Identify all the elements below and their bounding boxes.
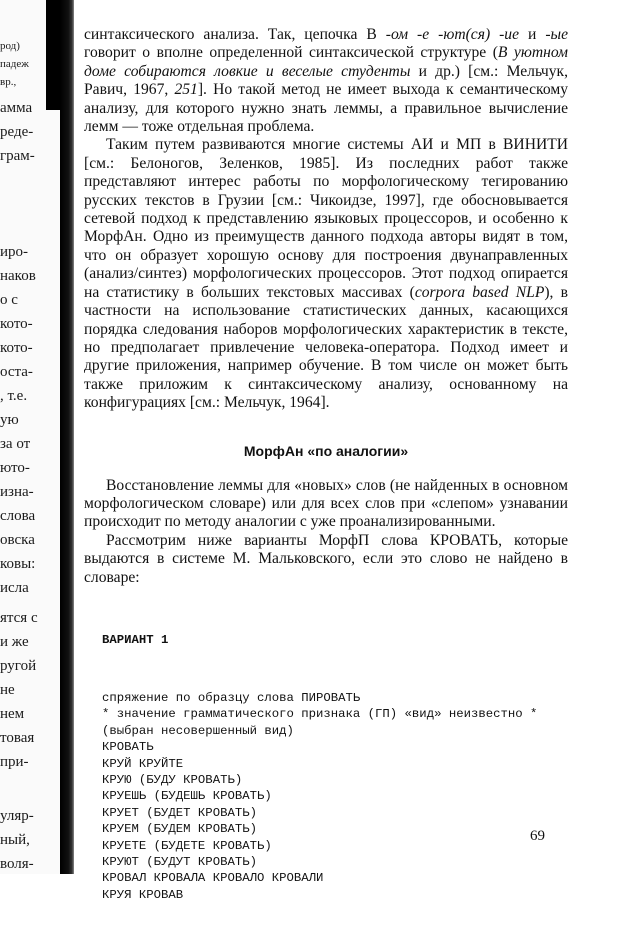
variant-title: ВАРИАНТ 1 [102,632,169,647]
left-page-line: за от [0,436,31,452]
variant-line: КРУЕМ (БУДЕМ КРОВАТЬ) [102,822,257,837]
left-page-line: падеж [0,58,29,70]
left-page-line: при- [0,754,29,770]
left-page-line: род) [0,40,20,52]
p4-text: Рассмотрим ниже варианты МорфП слова КРОВАТЬ, которые выдаются в системе М. Мальковского, если это слово не найдено в словаре: [84,531,568,586]
left-page-line: оста- [0,364,33,380]
variant-line: (выбран несовершенный вид) [102,723,294,738]
variant-line: спряжение по образцу слова ПИРОВАТЬ [102,691,361,705]
p1-italic-example: В уютном доме собираются ловкие и веселые студенты [84,44,569,80]
left-page-line: ую [0,412,19,428]
left-page-line: кото- [0,340,33,356]
left-page-line: не [0,682,15,698]
left-page-line: , т.е. [0,388,28,404]
paragraph-3 [84,477,568,532]
paragraph-1 [84,26,568,136]
left-page-line: реде- [0,124,34,140]
left-page-line: нем [0,706,25,722]
page-body [84,26,568,936]
variant-line: КРУЕТ (БУДЕТ КРОВАТЬ) [102,805,257,820]
p1-text-g: и др.) [см.: Мельчук, Равич, 1967, [84,62,568,99]
left-page-line: ковы: [0,556,36,572]
left-page-line: иро- [0,244,29,260]
p1-text-c: и [519,26,546,43]
left-page-line: амма [0,100,33,116]
left-page-line: ятся с [0,610,38,626]
left-page-line: изна- [0,484,34,500]
left-page-fragment [0,0,62,874]
left-page-line: юто- [0,460,30,476]
p1-italic-page: 251 [174,81,198,99]
variant-line: КРУЙ КРУЙТЕ [102,756,184,771]
left-page-line: кото- [0,316,33,332]
variant-line: КРУЕТЕ (БУДЕТЕ КРОВАТЬ) [102,838,272,853]
book-spine-shadow [60,0,74,874]
p1-italic-suffixes: -ом -е -ют(ся) -ие [385,26,520,43]
left-page-line: грам- [0,148,35,164]
variant-line: КРУЮ (БУДУ КРОВАТЬ) [102,773,243,788]
paragraph-4 [84,532,568,587]
left-page-line: слова [0,508,36,524]
p2-text-a: Таким путем развиваются многие системы АИ и МП в ВИНИТИ [см.: Белоногов, Зеленков, 1985]. Из последних работ также представляют интерес работы по морфологическому тегированию русских текстов в Грузии [см.: Чикоидзе, 1997], где обосновывается сетевой подход к представлению языковых процессоров, и особенно к МорфАн. Одно из преимуществ данного подхода авторы видят в том, что он образует хорошую основу для построения двунаправленных (анализ/синтез) морфологических процессоров. Этот подход опирается на статистику в больших текстовых массивах ( [84,136,568,301]
p1-text-a: синтаксического анализа. Так, цепочка В [84,26,386,43]
left-page-line: и же [0,634,29,650]
left-page-line: о с [0,292,18,308]
left-page-line: уляр- [0,808,34,824]
p1-text-e: говорит о вполне определенной синтаксической структуре ( [84,44,498,62]
variant-line: КРОВАЛ КРОВАЛА КРОВАЛО КРОВАЛИ [102,871,324,886]
p2-italic-term: corpora based NLP [414,283,545,301]
p3-text: Восстановление леммы для «новых» слов (не найденных в основном морфологическом словаре) или для всех слов при «слепом» узнавании происходит по методу аналогии с уже проанализированными. [84,476,568,531]
left-page-line: наков [0,268,36,284]
p1-text-i: ]. Но такой метод не имеет выхода к семантическому анализу, для которого нужно знать леммы, а правильное вычисление лемм — тоже отдельная проблема. [84,81,568,136]
variant-line: КРУЮТ (БУДУТ КРОВАТЬ) [102,855,257,870]
paragraph-2 [84,136,568,412]
left-page-line: овска [0,532,35,548]
left-page-line: вр., [0,76,17,88]
variant-line: КРУЯ КРОВАВ [102,887,184,902]
left-page-line: исла [0,580,29,596]
variant-listing [102,599,568,936]
p2-text-c: ), в частности на использование статистических данных, касающихся порядка следования наборов морфологических характеристик в тексте, но предполагает привлечение человека-оператора. Подход имеет и другие приложения, например обучение. В том числе он может быть также приложим к синтаксическому анализу, основанному на конфигурациях [см.: Мельчук, 1964]. [84,283,568,412]
variant-lines [102,690,568,903]
left-page-line: ный, [0,832,30,848]
p1-italic-suffix: -ые [545,26,568,43]
variant-line: КРОВАТЬ [102,740,154,755]
section-heading: МорфАн «по аналогии» [243,442,409,459]
left-page-line: воля- [0,856,34,872]
left-page-line: ругой [0,658,37,674]
variant-line: КРУЕШЬ (БУДЕШЬ КРОВАТЬ) [102,789,272,804]
page-number: 69 [530,828,545,844]
variant-line: * значение грамматического признака (ГП) «вид» неизвестно * [102,707,538,722]
left-page-line: товая [0,730,35,746]
